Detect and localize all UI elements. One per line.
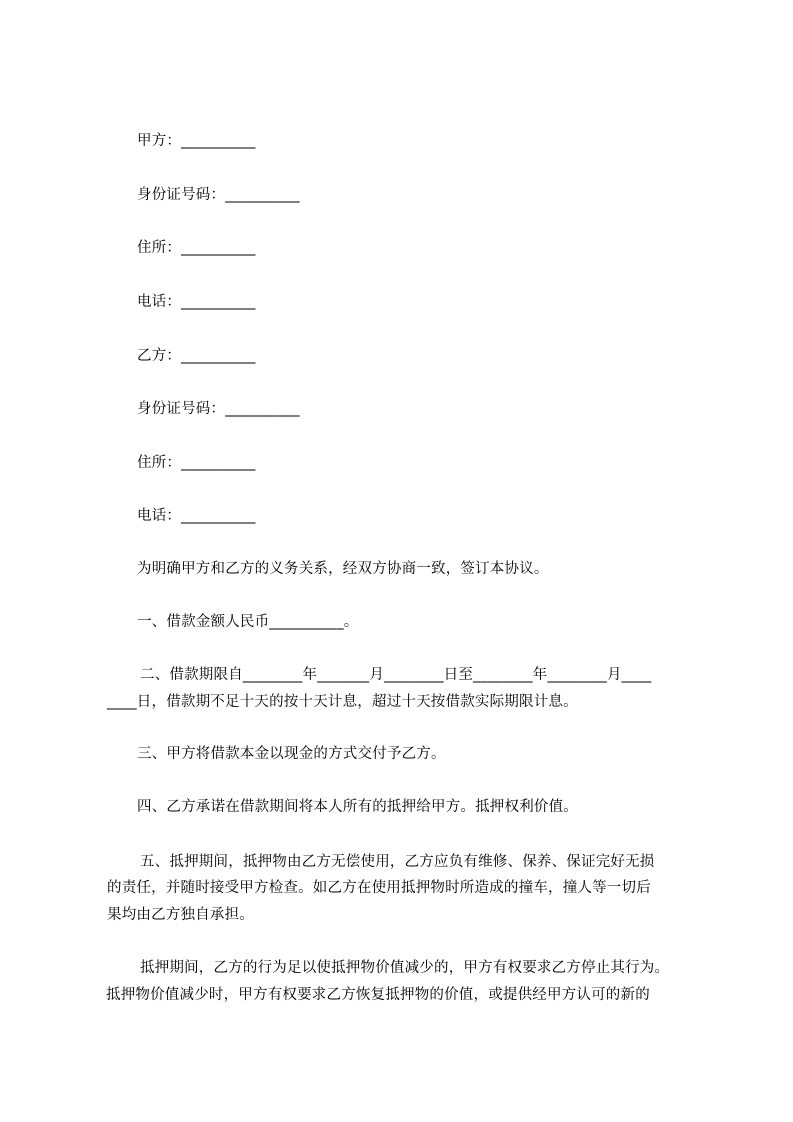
party-b-address-line: 住所：__________ [137, 455, 256, 471]
clause-2-line-1: 二、借款期限自________年_______月________日至________年________月____ [140, 667, 652, 683]
preamble-paragraph: 为明确甲方和乙方的义务关系，经双方协商一致，签订本协议。 [137, 561, 549, 577]
paragraph-6-line-2: 抵押物价值减少时，甲方有权要求乙方恢复抵押物的价值，或提供经甲方认可的新的 [106, 987, 650, 1003]
clause-5-line-2: 的责任，并随时接受甲方检查。如乙方在使用抵押物时所造成的撞车，撞人等一切后 [107, 880, 651, 896]
paragraph-6-line-1: 抵押期间，乙方的行为足以使抵押物价值减少的，甲方有权要求乙方停止其行为。 [140, 960, 670, 976]
clause-5-line-1: 五、抵押期间，抵押物由乙方无偿使用，乙方应负有维修、保养、保证完好无损 [140, 854, 655, 870]
clause-3: 三、甲方将借款本金以现金的方式交付予乙方。 [137, 746, 446, 762]
party-a-phone-line: 电话：__________ [137, 294, 256, 310]
clause-2-line-2: ____日，借款期不足十天的按十天计息，超过十天按借款实际期限计息。 [107, 694, 578, 710]
clause-4: 四、乙方承诺在借款期间将本人所有的抵押给甲方。抵押权利价值。 [137, 799, 578, 815]
party-a-id-line: 身份证号码：__________ [137, 187, 300, 203]
party-b-line: 乙方：__________ [137, 348, 256, 364]
party-b-phone-line: 电话：__________ [137, 508, 256, 524]
clause-5-line-3: 果均由乙方独自承担。 [107, 907, 254, 923]
party-a-line: 甲方：__________ [137, 133, 256, 149]
party-a-address-line: 住所：__________ [137, 240, 256, 256]
clause-1: 一、借款金额人民币__________。 [137, 614, 359, 630]
party-b-id-line: 身份证号码：__________ [137, 401, 300, 417]
